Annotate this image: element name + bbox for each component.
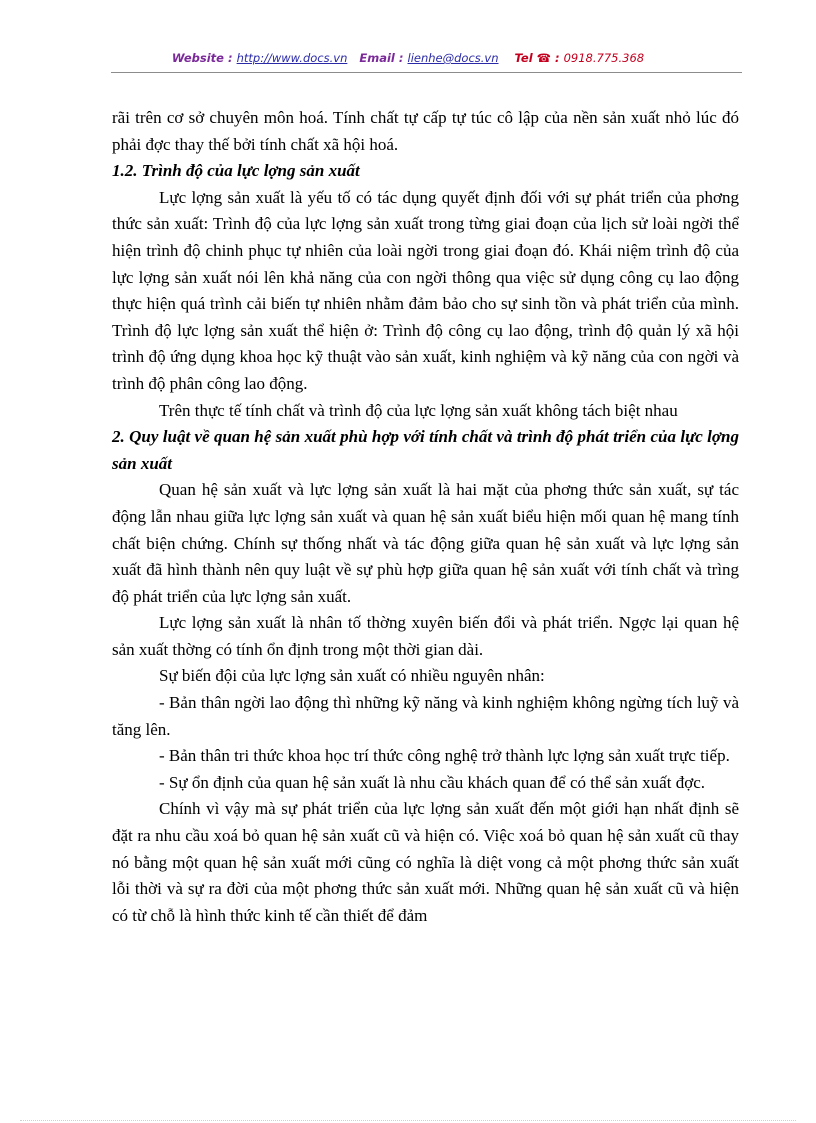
paragraph: Quan hệ sản xuất và lực lợng sản xuất là hai mặt của phơng thức sản xuất, sự tác động lẫn nhau giữa lực lợng sản xuất và quan hệ sản xuất biểu hiện mối quan hệ mang tính chất biện chứng. Chính sự thống nhất và tác động giữa quan hệ sản xuất và lực lợng sản xuất đã hình thành nên quy luật về sự phù hợp giữa quan hệ sản xuất với tính chất và trìng độ phát triển của lực lợng sản xuất. [112, 480, 739, 606]
page-bottom-border [20, 1120, 796, 1121]
paragraph: Lực lợng sản xuất là nhân tố thờng xuyên biến đổi và phát triển. Ngợc lại quan hệ sản xuất thờng có tính ổn định trong một thời gian dài. [112, 613, 739, 659]
paragraph: Trên thực tế tính chất và trình độ của lực lợng sản xuất không tách biệt nhau [159, 400, 678, 420]
list-item: - Sự ổn định của quan hệ sản xuất là nhu cầu khách quan để có thể sản xuất đợc. [159, 772, 705, 792]
header-rule [111, 72, 742, 73]
paragraph: Chính vì vậy mà sự phát triển của lực lợng sản xuất đến một giới hạn nhất định sẽ đặt ra nhu cầu xoá bỏ quan hệ sản xuất cũ và hiện có. Việc xoá bỏ quan hệ sản xuất cũ thay nó bằng một quan hệ sản xuất mới cũng có nghĩa là diệt vong cả một phơng thức sản xuất lỗi thời và sự ra đời của một phơng thức sản xuất mới. Những quan hệ sản xuất cũ và hiện có từ chỗ là hình thức kinh tế cần thiết để đảm [112, 799, 739, 925]
paragraph: Sự biến đội của lực lợng sản xuất có nhiều nguyên nhân: [159, 666, 545, 686]
list-item: - Bản thân tri thức khoa học trí thức công nghệ trở thành lực lợng sản xuất trực tiếp. [159, 746, 730, 766]
website-link[interactable]: http://www.docs.vn [236, 51, 348, 65]
email-link[interactable]: lienhe@docs.vn [407, 51, 499, 65]
section-heading-2: 2. Quy luật về quan hệ sản xuất phù hợp với tính chất và trình độ phát triển của lực lợng sản xuất [112, 427, 739, 473]
paragraph-intro: rãi trên cơ sở chuyên môn hoá. Tính chất tự cấp tự túc cô lập của nền sản xuất nhỏ lúc đó phải đợc thay thế bởi tính chất xã hội hoá. [112, 108, 739, 154]
page-header [0, 51, 816, 65]
phone-number: 0918.775.368 [563, 51, 645, 65]
document-body [112, 105, 739, 929]
paragraph: Lực lợng sản xuất là yếu tố có tác dụng quyết định đối với sự phát triển của phơng thức sản xuất: Trình độ của lực lợng sản xuất trong từng giai đoạn của lịch sử loài ngời thể hiện trình độ chinh phục tự nhiên của loài ngời trong giai đoạn đó. Khái niệm trình độ của lực lợng sản xuất nói lên khả năng của con ngời thông qua việc sử dụng công cụ lao động thực hiện quá trình cải biến tự nhiên nhằm đảm bảo cho sự sinh tồn và phát triển của mình. Trình độ lực lợng sản xuất thể hiện ở: Trình độ công cụ lao động, trình độ quản lý xã hội trình độ ứng dụng khoa học kỹ thuật vào sản xuất, kinh nghiệm và kỹ năng của con ngời và trình độ phân công lao động. [112, 187, 739, 393]
tel-label: Tel ☎ : [514, 51, 560, 65]
section-heading-1-2: 1.2. Trình độ của lực lợng sản xuất [112, 161, 360, 181]
list-item: - Bản thân ngời lao động thì những kỹ năng và kinh nghiệm không ngừng tích luỹ và tăng lên. [112, 693, 739, 739]
email-label: Email : [359, 51, 404, 65]
website-label: Website : [171, 51, 233, 65]
